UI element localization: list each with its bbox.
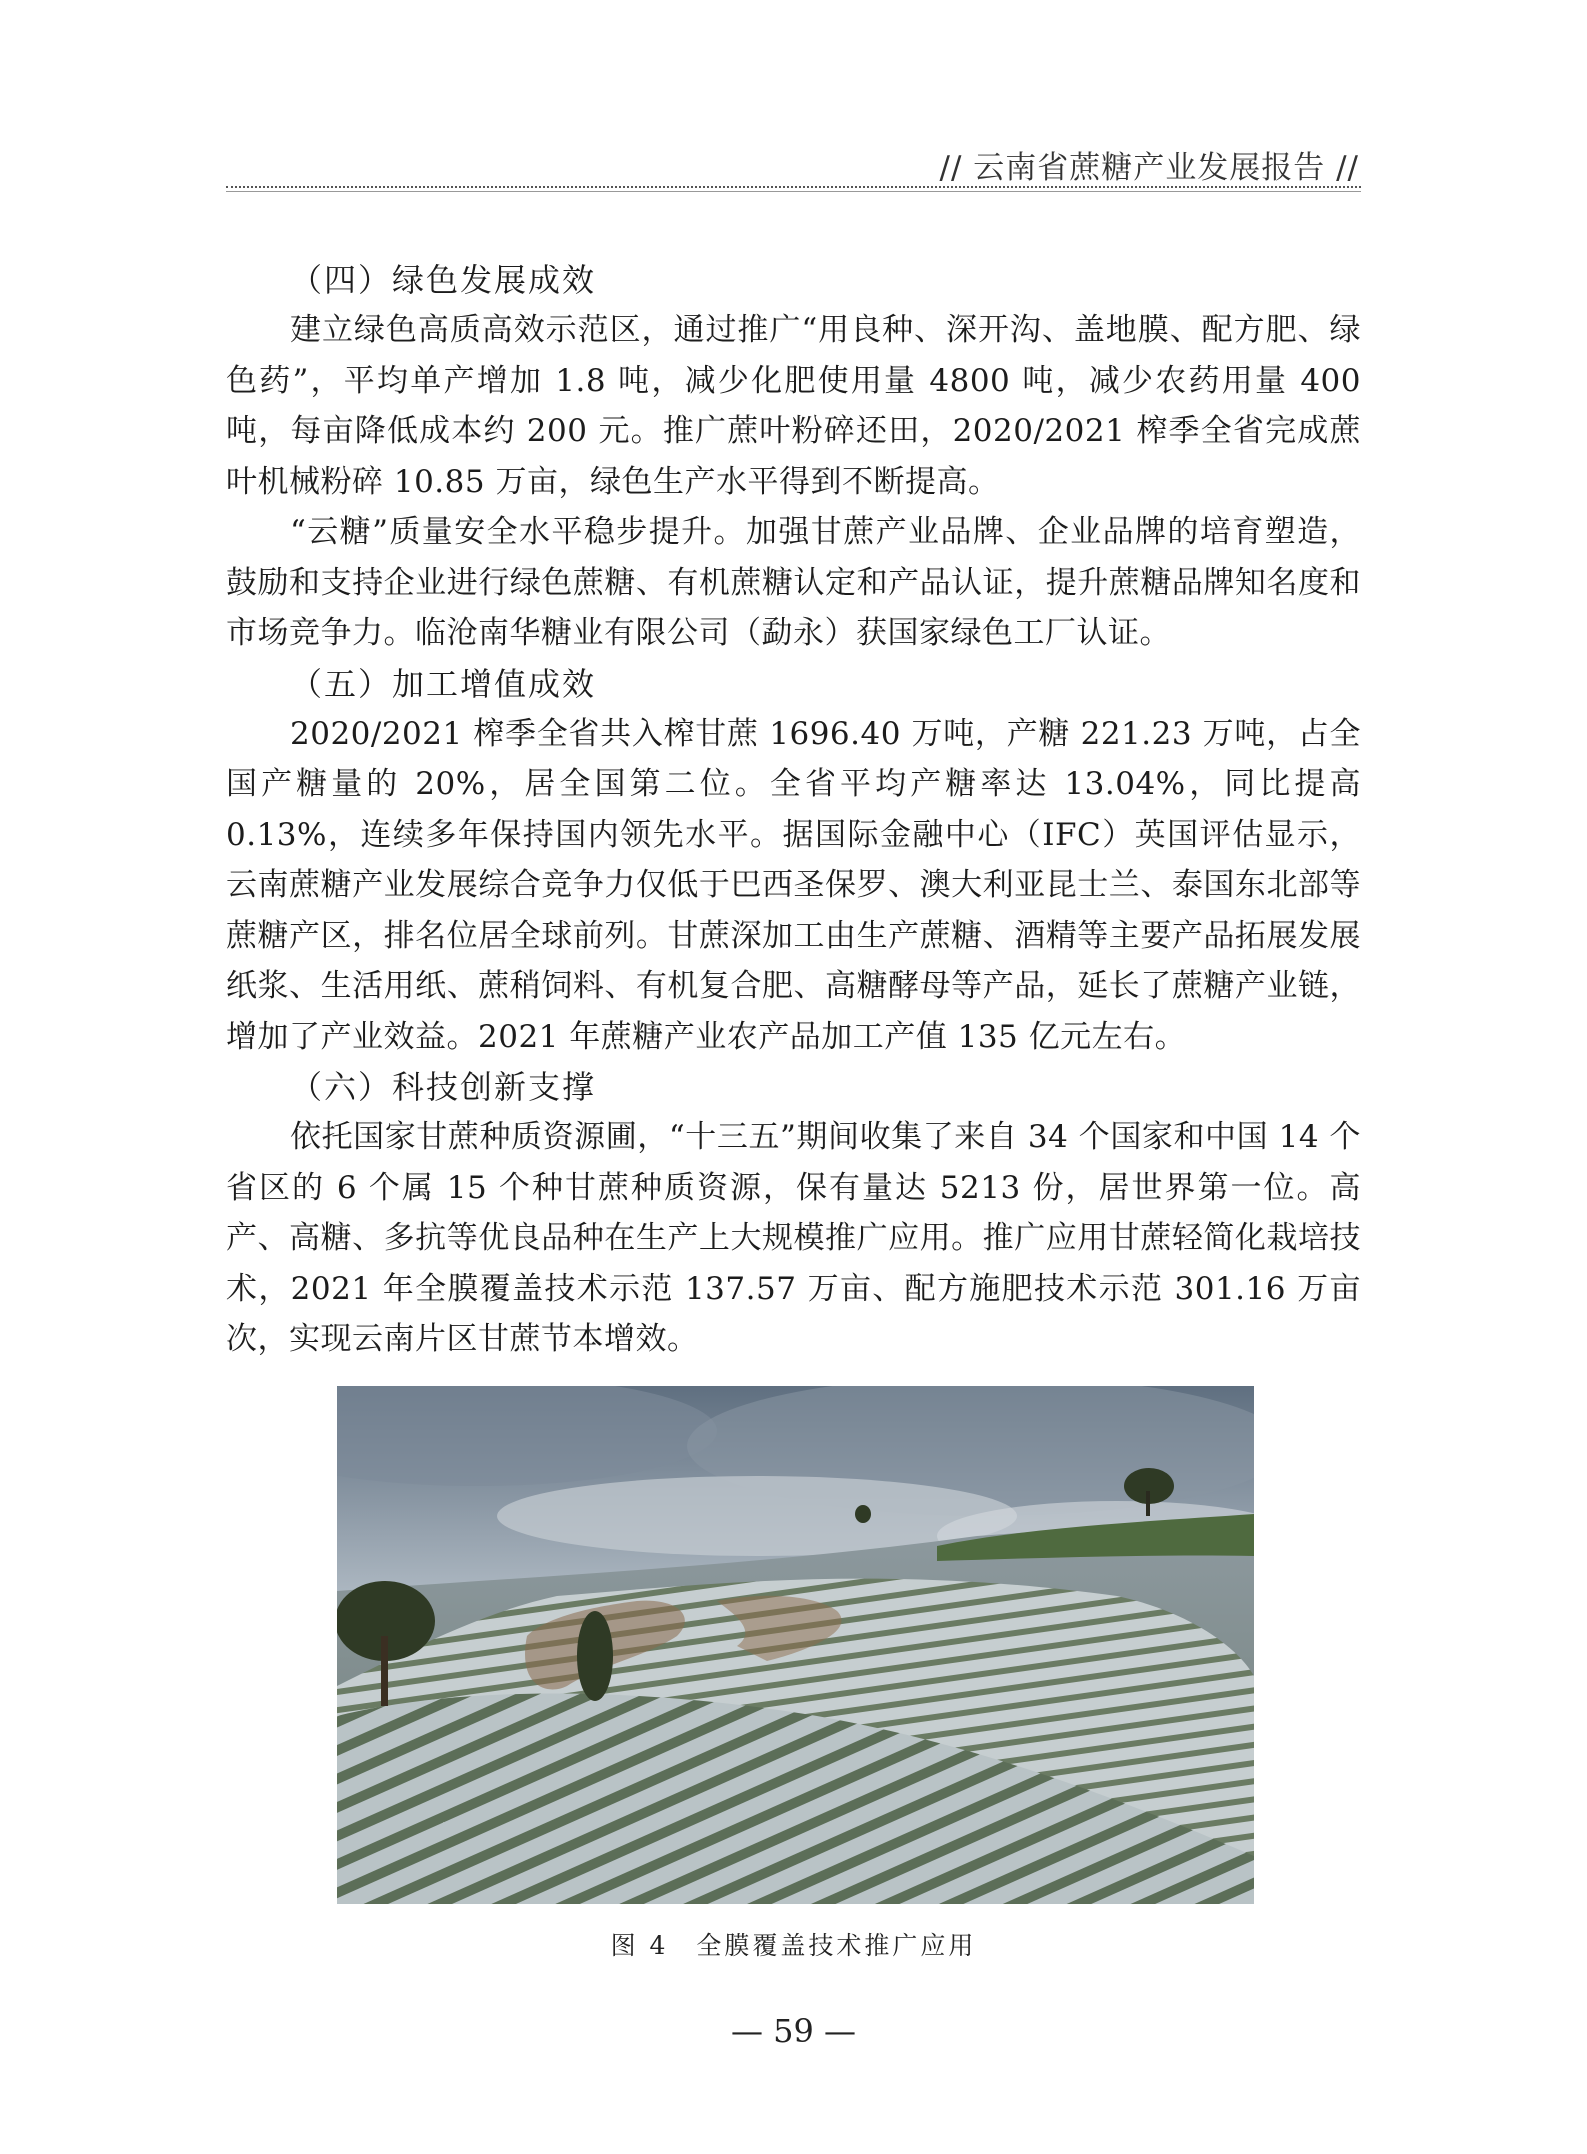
paragraph: 依托国家甘蔗种质资源圃，“十三五”期间收集了来自 34 个国家和中国 14 个省区的 6 个属 15 个种甘蔗种质资源，保有量达 5213 份，居世界第一位。高产、高糖、多抗等优良品种在生产上大规模推广应用。推广应用甘蔗轻简化栽培技术，2021 年全膜覆盖技术示范 137.57 万亩、配方施肥技术示范 301.16 万亩次，实现云南片区甘蔗节本增效。 [226, 1119, 1361, 1357]
header-divider-line [226, 191, 1361, 192]
header-divider [226, 186, 1361, 188]
running-header: // 云南省蔗糖产业发展报告 // [939, 150, 1359, 186]
section-heading-green: （四）绿色发展成效 [290, 261, 597, 299]
paragraph: 建立绿色高质高效示范区，通过推广“用良种、深开沟、盖地膜、配方肥、绿色药”，平均单产增加 1.8 吨，减少化肥使用量 4800 吨，减少农药用量 400 吨，每亩降低成本约 200 元。推广蔗叶粉碎还田，2020/2021 榨季全省完成蔗叶机械粉碎 10.85 万亩，绿色生产水平得到不断提高。 [226, 312, 1361, 500]
section-heading-innovation: （六）科技创新支撑 [290, 1068, 597, 1106]
paragraph: “云糖”质量安全水平稳步提升。加强甘蔗产业品牌、企业品牌的培育塑造，鼓励和支持企业进行绿色蔗糖、有机蔗糖认定和产品认证，提升蔗糖品牌知名度和市场竞争力。临沧南华糖业有限公司（勐永）获国家绿色工厂认证。 [226, 514, 1361, 651]
section-heading-processing: （五）加工增值成效 [290, 664, 597, 703]
figure-caption: 图 4 全膜覆盖技术推广应用 [610, 1931, 977, 1960]
paragraph: 2020/2021 榨季全省共入榨甘蔗 1696.40 万吨，产糖 221.23 万吨，占全国产糖量的 20%，居全国第二位。全省平均产糖率达 13.04%，同比提高 0.13%，连续多年保持国内领先水平。据国际金融中心（IFC）英国评估显示，云南蔗糖产业发展综合竞争力仅低于巴西圣保罗、澳大利亚昆士兰、泰国东北部等蔗糖产区，排名位居全球前列。甘蔗深加工由生产蔗糖、酒精等主要产品拓展发展纸浆、生活用纸、蔗稍饲料、有机复合肥、高糖酵母等产品，延长了蔗糖产业链，增加了产业效益。2021 年蔗糖产业农产品加工产值 135 亿元左右。 [226, 715, 1361, 1055]
body-text [226, 255, 1361, 1365]
field-photo [337, 1386, 1254, 1904]
page-number: — 59 — [730, 2012, 857, 2050]
